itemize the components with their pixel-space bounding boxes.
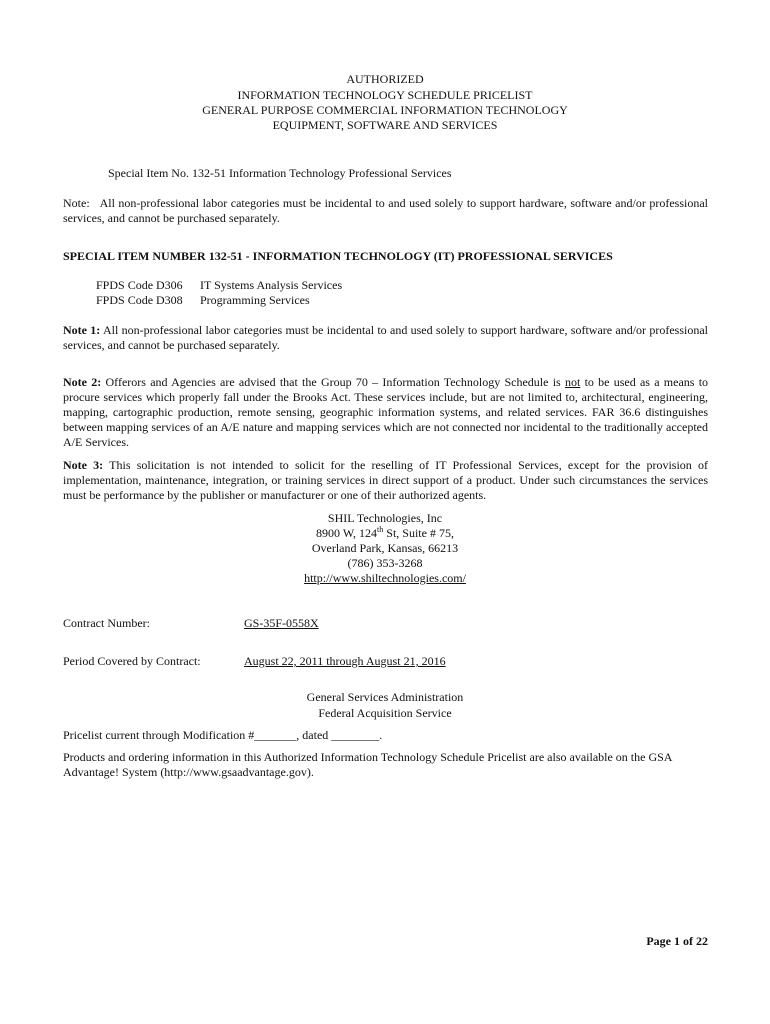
company-address-2: Overland Park, Kansas, 66213 xyxy=(311,541,459,555)
address-ordinal-suffix: th xyxy=(377,525,384,534)
header-line-equipment: EQUIPMENT, SOFTWARE AND SERVICES xyxy=(272,118,498,132)
agency-line-2: Federal Acquisition Service xyxy=(318,706,452,720)
note-3-text: This solicitation is not intended to solicit for the reselling of IT Professional Services, except for the provision of implementation, maintenance, integration, or training services in direct support of a product. Under such circumstances the services must be performance by the publisher or manufacturer or one of their authorized agents. xyxy=(63,458,708,502)
note-2-label: Note 2: xyxy=(63,375,102,389)
note-intro xyxy=(63,196,708,226)
note-intro-label: Note: xyxy=(63,196,90,210)
note-2-text-after: to be used as a means to procure services which properly fall under the Brooks Act. These services include, but are not limited to, architectural, engineering, mapping, cartographic production, remote sensing, geographic information systems, and related services. FAR 36.6 distinguishes between mapping services of an A/E nature and mapping services which are not connected nor incidental to the traditionally accepted A/E Services. xyxy=(63,375,709,449)
header-line-authorized: AUTHORIZED xyxy=(346,72,424,86)
fpds-desc-d308: Programming Services xyxy=(200,293,310,307)
company-url-link[interactable]: http://www.shiltechnologies.com/ xyxy=(304,571,466,585)
header-line-schedule: INFORMATION TECHNOLOGY SCHEDULE PRICELIST xyxy=(237,88,533,102)
pricelist-current: Pricelist current through Modification #_______, dated ________. xyxy=(63,728,383,742)
address-suite: St, Suite # 75, xyxy=(383,526,454,540)
note-1 xyxy=(63,323,708,353)
address-street-number: 8900 W, 124 xyxy=(316,526,378,540)
note-1-text: All non-professional labor categories must be incidental to and used solely to support hardware, software and/or professional services, and cannot be purchased separately. xyxy=(63,323,709,352)
note-1-label: Note 1: xyxy=(63,323,101,337)
note-3-label: Note 3: xyxy=(63,458,104,472)
contract-number-value: GS-35F-0558X xyxy=(244,616,319,630)
products-info: Products and ordering information in this Authorized Information Technology Schedule Pricelist are also available on the GSA Advantage! System (http://www.gsaadvantage.gov). xyxy=(63,750,672,779)
header-line-general-purpose: GENERAL PURPOSE COMMERCIAL INFORMATION TECHNOLOGY xyxy=(202,103,568,117)
company-address-1 xyxy=(0,526,770,541)
fpds-desc-d306: IT Systems Analysis Services xyxy=(200,278,343,292)
page-number: Page 1 of 22 xyxy=(646,934,708,948)
company-url-wrapper xyxy=(0,571,770,586)
section-heading: SPECIAL ITEM NUMBER 132-51 - INFORMATION TECHNOLOGY (IT) PROFESSIONAL SERVICES xyxy=(63,249,613,263)
agency-line-1: General Services Administration xyxy=(306,690,464,704)
fpds-code-d308: FPDS Code D308 xyxy=(96,293,183,307)
note-3 xyxy=(63,458,708,503)
contract-period-value: August 22, 2011 through August 21, 2016 xyxy=(244,654,446,668)
note-2 xyxy=(63,375,708,450)
contract-period-label: Period Covered by Contract: xyxy=(63,654,201,668)
note-2-text-before: Offerors and Agencies are advised that the Group 70 – Information Technology Schedule is xyxy=(105,375,565,389)
fpds-code-d306: FPDS Code D306 xyxy=(96,278,183,292)
note-2-emphasis: not xyxy=(564,375,581,389)
note-intro-text: All non-professional labor categories must be incidental to and used solely to support hardware, software and/or professional services, and cannot be purchased separately. xyxy=(63,196,708,225)
special-item-line: Special Item No. 132-51 Information Technology Professional Services xyxy=(108,166,452,180)
company-phone: (786) 353-3268 xyxy=(347,556,423,570)
company-name: SHIL Technologies, Inc xyxy=(327,511,443,525)
contract-number-label: Contract Number: xyxy=(63,616,150,630)
